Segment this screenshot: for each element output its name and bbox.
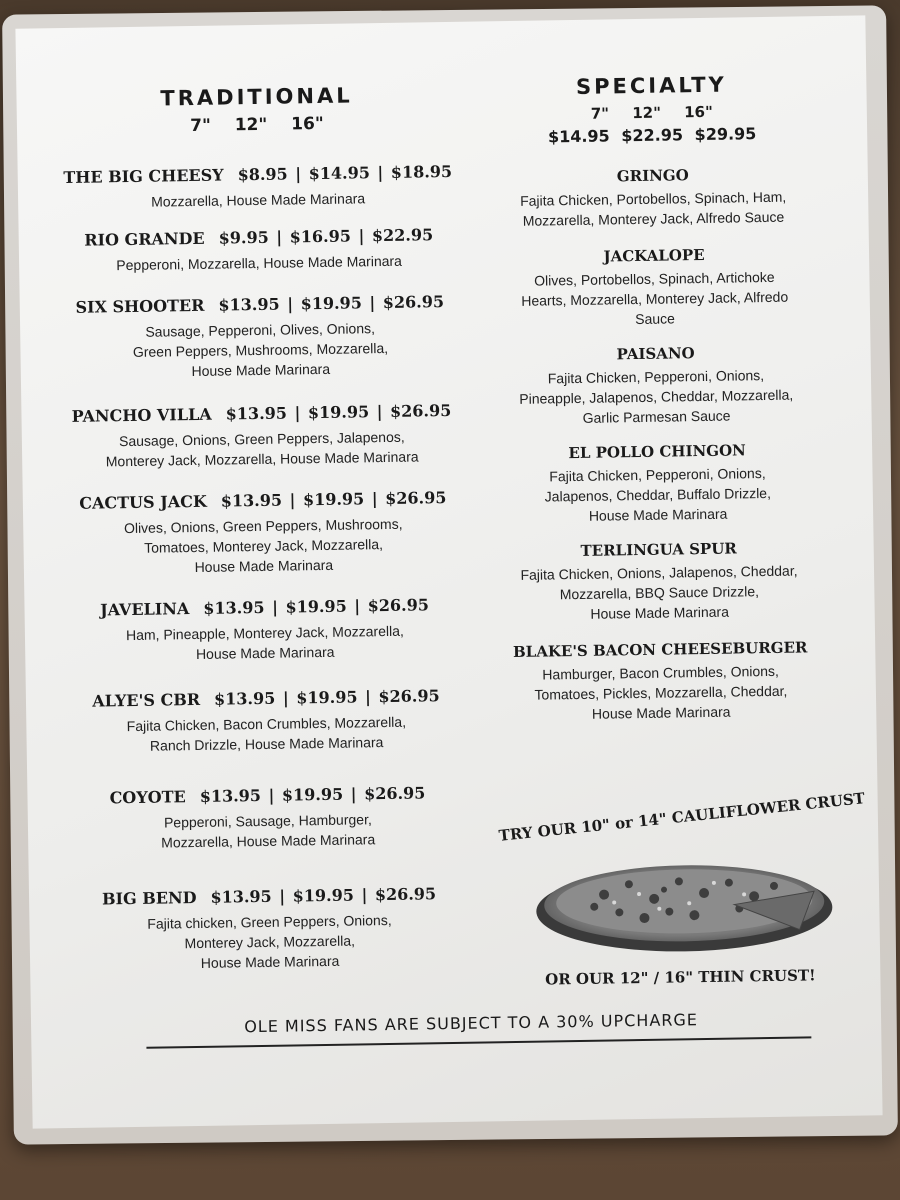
item-description bbox=[475, 660, 846, 726]
pizza-icon bbox=[533, 851, 835, 956]
item-prices: $13.95 | $19.95 | $26.95 bbox=[210, 884, 437, 907]
item-name: CACTUS JACK bbox=[79, 491, 207, 513]
desc-line: House Made Marinara bbox=[194, 556, 334, 575]
item-name: JAVELINA bbox=[99, 599, 190, 620]
desc-line: Mozzarella, House Made Marinara bbox=[161, 831, 376, 851]
desc-line: House Made Marinara bbox=[591, 703, 731, 722]
item-name: TERLINGUA SPUR bbox=[580, 539, 737, 560]
item-prices: $13.95 | $19.95 | $26.95 bbox=[213, 686, 440, 709]
desc-line: Olives, Portobellos, Spinach, Artichoke bbox=[534, 268, 775, 289]
desc-line: Pepperoni, Sausage, Hamburger, bbox=[163, 811, 372, 831]
desc-line: Green Peppers, Mushrooms, Mozzarella, bbox=[132, 339, 389, 360]
menu-item-el-pollo-chingon bbox=[472, 440, 843, 528]
menu-item-cactus-jack bbox=[63, 488, 464, 579]
promo-headline: TRY OUR 10" or 14" CAULIFLOWER CRUST bbox=[497, 789, 866, 845]
menu-item-jackalope bbox=[469, 244, 840, 332]
footer-divider bbox=[146, 1036, 811, 1048]
item-name: RIO GRANDE bbox=[84, 228, 205, 250]
desc-line: Ranch Drizzle, House Made Marinara bbox=[149, 734, 384, 754]
desc-line: House Made Marinara bbox=[588, 505, 728, 524]
item-prices: $9.95 | $16.95 | $22.95 bbox=[218, 225, 434, 248]
menu-item-blakes-bacon-cheeseburger bbox=[475, 638, 846, 726]
desc-line: Mozzarella, House Made Marinara bbox=[151, 190, 366, 210]
desc-line: Sausage, Pepperoni, Olives, Onions, bbox=[145, 320, 376, 340]
menu-item-six-shooter bbox=[60, 292, 461, 383]
item-prices: $13.95 | $19.95 | $26.95 bbox=[203, 595, 430, 618]
desc-line: Fajita Chicken, Bacon Crumbles, Mozzarella, bbox=[126, 713, 407, 735]
item-name: EL POLLO CHINGON bbox=[568, 441, 746, 463]
item-description bbox=[66, 711, 467, 757]
item-description bbox=[469, 266, 840, 332]
desc-line: Mozzarella, BBQ Sauce Drizzle, bbox=[559, 583, 760, 603]
traditional-section bbox=[56, 82, 470, 975]
desc-line: House Made Marinara bbox=[195, 643, 335, 662]
item-description bbox=[59, 250, 459, 276]
item-name: PANCHO VILLA bbox=[71, 404, 212, 426]
desc-line: Monterey Jack, Mozzarella, House Made Marinara bbox=[105, 448, 419, 470]
desc-line: Fajita Chicken, Onions, Jalapenos, Cheddar, bbox=[520, 562, 798, 583]
desc-line: Fajita Chicken, Portobellos, Spinach, Ham, bbox=[519, 188, 787, 209]
item-prices: $13.95 | $19.95 | $26.95 bbox=[220, 488, 447, 511]
desc-line: House Made Marinara bbox=[191, 360, 331, 380]
specialty-title: SPECIALTY bbox=[575, 72, 727, 99]
item-description bbox=[63, 513, 464, 579]
menu-item-terlingua-spur bbox=[474, 538, 845, 626]
item-description bbox=[474, 560, 845, 626]
desc-line: Tomatoes, Pickles, Mozzarella, Cheddar, bbox=[534, 682, 788, 703]
item-description bbox=[472, 462, 843, 528]
desc-line: House Made Marinara bbox=[590, 603, 730, 622]
cauliflower-crust-promo bbox=[497, 789, 866, 1012]
desc-line: Mozzarella, Monterey Jack, Alfredo Sauce bbox=[522, 208, 785, 229]
menu-item-gringo bbox=[468, 164, 839, 232]
item-prices: $13.95 | $19.95 | $26.95 bbox=[225, 400, 452, 424]
desc-line: Fajita Chicken, Pepperoni, Onions, bbox=[549, 465, 766, 485]
menu-item-alyes-cbr bbox=[66, 686, 467, 757]
item-description bbox=[468, 186, 839, 232]
item-description bbox=[69, 909, 470, 975]
desc-line: Monterey Jack, Mozzarella, bbox=[184, 932, 356, 952]
desc-line: Hamburger, Bacon Crumbles, Onions, bbox=[542, 662, 779, 683]
item-description bbox=[471, 364, 842, 430]
desc-line: Hearts, Mozzarella, Monterey Jack, Alfredo bbox=[521, 288, 789, 309]
desc-line: Sausage, Onions, Green Peppers, Jalapenos, bbox=[118, 428, 405, 450]
item-description bbox=[60, 317, 461, 383]
desc-line: Jalapenos, Cheddar, Buffalo Drizzle, bbox=[544, 484, 772, 505]
desc-line: Fajita Chicken, Pepperoni, Onions, bbox=[547, 367, 765, 387]
desc-line: Fajita chicken, Green Peppers, Onions, bbox=[147, 911, 392, 932]
upcharge-notice: OLE MISS FANS ARE SUBJECT TO A 30% UPCHARGE bbox=[244, 1010, 699, 1037]
item-description bbox=[62, 426, 463, 472]
item-name: BIG BEND bbox=[101, 888, 197, 909]
menu-item-big-bend bbox=[69, 884, 470, 975]
desc-line: Sauce bbox=[635, 310, 676, 328]
desc-line: Ham, Pineapple, Monterey Jack, Mozzarella, bbox=[125, 622, 404, 644]
menu-sheet bbox=[15, 15, 882, 1128]
desc-line: Tomatoes, Monterey Jack, Mozzarella, bbox=[144, 536, 384, 556]
item-description bbox=[65, 620, 466, 666]
item-name: GRINGO bbox=[616, 166, 689, 186]
item-description bbox=[58, 187, 458, 213]
item-name: SIX SHOOTER bbox=[75, 295, 205, 317]
menu-item-coyote bbox=[67, 783, 468, 854]
item-prices: $13.95 | $19.95 | $26.95 bbox=[199, 783, 426, 806]
item-prices: $13.95 | $19.95 | $26.95 bbox=[218, 292, 445, 315]
traditional-sizes: 7" 12" 16" bbox=[190, 113, 324, 137]
item-name: JACKALOPE bbox=[603, 245, 705, 266]
specialty-sizes: 7" 12" 16" bbox=[590, 102, 713, 123]
menu-item-pancho-villa bbox=[61, 401, 462, 472]
menu-item-javelina bbox=[64, 595, 465, 666]
desc-line: Pepperoni, Mozzarella, House Made Marinara bbox=[116, 252, 403, 274]
desc-line: House Made Marinara bbox=[200, 952, 340, 971]
menu-item-big-cheesy bbox=[58, 162, 459, 213]
specialty-section bbox=[466, 71, 846, 726]
item-prices: $8.95 | $14.95 | $18.95 bbox=[237, 161, 453, 185]
promo-thin-crust: OR OUR 12" / 16" THIN CRUST! bbox=[545, 966, 816, 989]
item-name: ALYE'S CBR bbox=[92, 689, 201, 711]
item-description bbox=[68, 808, 469, 854]
item-name: PAISANO bbox=[616, 344, 695, 364]
item-name: THE BIG CHEESY bbox=[63, 165, 224, 188]
item-name: BLAKE'S BACON CHEESEBURGER bbox=[512, 638, 808, 662]
traditional-title: TRADITIONAL bbox=[160, 83, 353, 111]
desc-line: Olives, Onions, Green Peppers, Mushrooms, bbox=[123, 515, 403, 537]
menu-item-paisano bbox=[470, 342, 841, 430]
menu-item-rio-grande bbox=[59, 225, 460, 276]
desc-line: Garlic Parmesan Sauce bbox=[582, 407, 731, 426]
desc-line: Pineapple, Jalapenos, Cheddar, Mozzarella, bbox=[519, 386, 794, 407]
specialty-prices: $14.95 $22.95 $29.95 bbox=[547, 124, 757, 147]
item-name: COYOTE bbox=[109, 787, 186, 808]
